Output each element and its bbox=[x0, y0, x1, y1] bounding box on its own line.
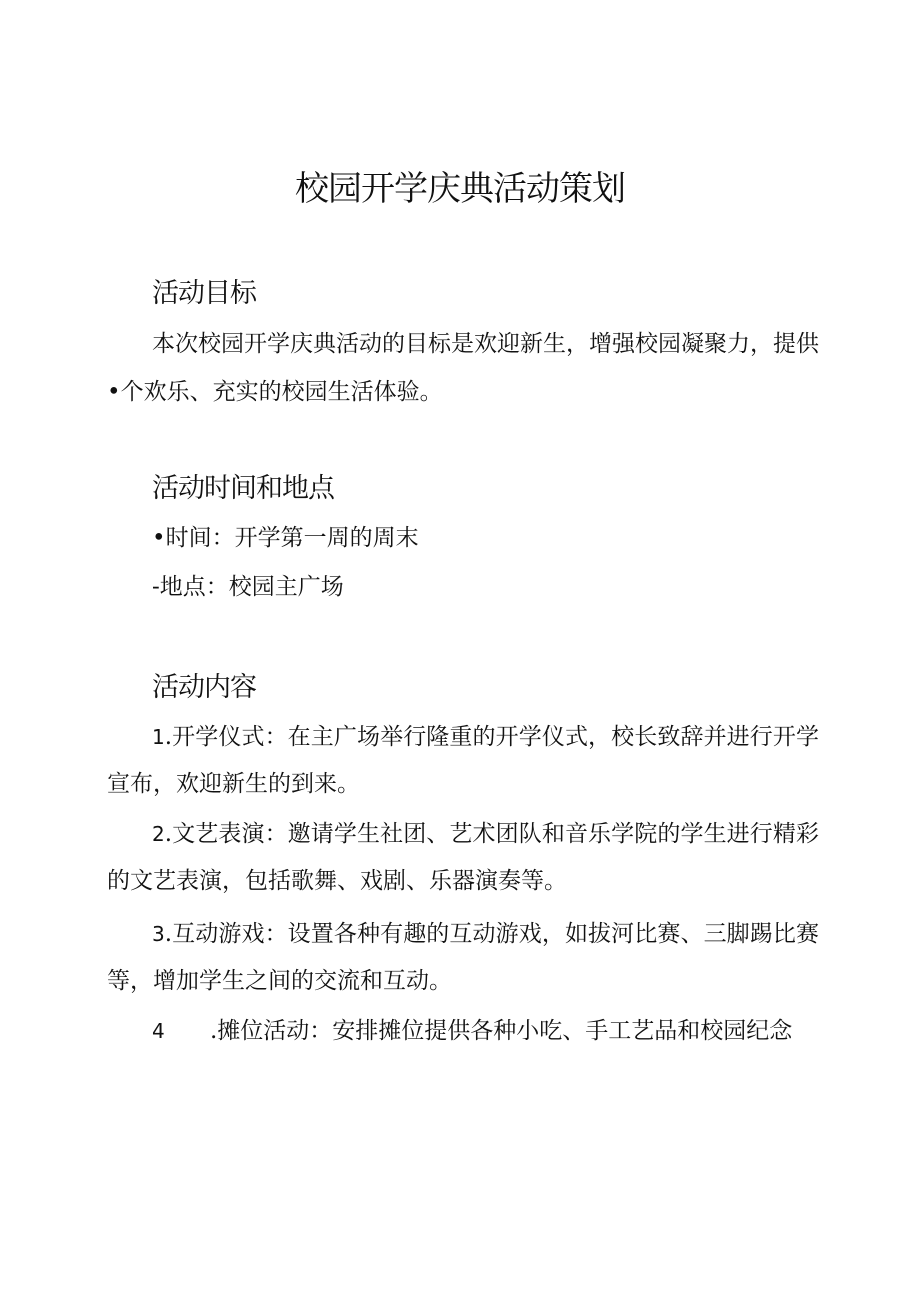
content-item bbox=[107, 911, 819, 1005]
item-text: .互动游戏：设置各种有趣的互动游戏，如拔河比赛、三脚踢比赛等，增加学生之间的交流和互动。 bbox=[107, 921, 819, 994]
section-heading-content: 活动内容 bbox=[152, 672, 256, 703]
item-number: 4 bbox=[152, 1019, 165, 1043]
time-line: •时间：开学第一周的周末 bbox=[152, 525, 419, 551]
section-heading-time-place: 活动时间和地点 bbox=[152, 473, 334, 504]
item-text: .文艺表演：邀请学生社团、艺术团队和音乐学院的学生进行精彩的文艺表演，包括歌舞、戏剧、乐器演奏等。 bbox=[107, 821, 819, 894]
item-text: .开学仪式：在主广场举行隆重的开学仪式，校长致辞并进行开学宣布，欢迎新生的到来。 bbox=[107, 724, 819, 797]
content-item bbox=[107, 1008, 819, 1055]
item-number: 2 bbox=[152, 822, 165, 846]
goal-paragraph-text: 本次校园开学庆典活动的目标是欢迎新生，增强校园凝聚力，提供•个欢乐、充实的校园生活体验。 bbox=[107, 331, 819, 405]
item-number: 3 bbox=[152, 922, 165, 946]
section-heading-goal: 活动目标 bbox=[152, 278, 256, 309]
place-line: -地点：校园主广场 bbox=[152, 574, 344, 600]
content-item bbox=[107, 714, 819, 808]
content-item bbox=[107, 811, 819, 905]
goal-paragraph bbox=[107, 320, 819, 416]
document-title: 校园开学庆典活动策划 bbox=[295, 169, 625, 209]
item-number: 1 bbox=[152, 725, 165, 749]
item-text: .摊位活动：安排摊位提供各种小吃、手工艺品和校园纪念 bbox=[210, 1018, 793, 1044]
